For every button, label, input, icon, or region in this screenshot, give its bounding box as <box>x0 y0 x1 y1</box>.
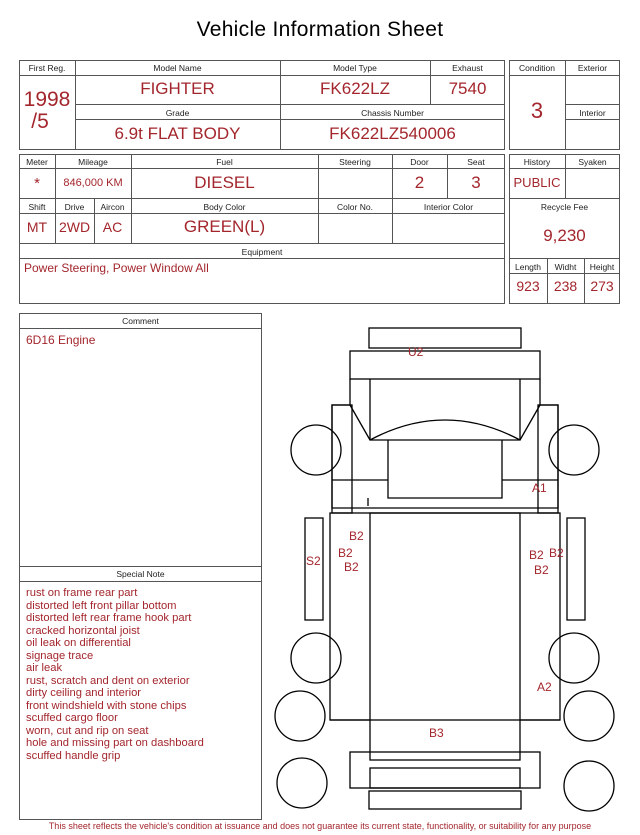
wheel-rear-right-1 <box>549 633 599 683</box>
sheet-title: Vehicle Information Sheet <box>196 18 444 41</box>
grade-label: Grade <box>165 108 190 118</box>
length-label: Length <box>515 262 541 272</box>
damage-mark-u2: U2 <box>408 345 424 359</box>
wheel-rear-right-2 <box>564 691 614 741</box>
exterior-label: Exterior <box>577 63 608 73</box>
disclaimer-footer: This sheet reflects the vehicle's condition at issuance and does not guarantee its current state, functionality, or suitability for any purpose <box>48 821 592 831</box>
shift-value: MT <box>26 219 48 235</box>
chassis-value: FK622LZ540006 <box>329 124 456 143</box>
equipment-label: Equipment <box>241 247 283 257</box>
special-note-item: front windshield with stone chips <box>26 699 187 712</box>
mileage-label: Mileage <box>78 157 108 167</box>
recycle-fee-label: Recycle Fee <box>540 202 589 212</box>
color-no-label: Color No. <box>337 202 373 212</box>
wheel-front-left <box>291 425 341 475</box>
damage-mark-b2: B2 <box>534 563 549 577</box>
aircon-label: Aircon <box>100 202 125 212</box>
wheel-rear-left-3 <box>277 758 327 808</box>
cargo-bed-frame <box>330 513 560 720</box>
body-color-label: Body Color <box>203 202 246 212</box>
special-note-item: dirty ceiling and interior <box>26 687 142 699</box>
condition-value: 3 <box>530 98 544 123</box>
mileage-value: 846,000 KM <box>63 177 123 189</box>
special-note-item: oil leak on differential <box>26 637 131 649</box>
front-bumper <box>369 328 521 348</box>
height-value: 273 <box>590 278 614 294</box>
meter-label: Meter <box>26 157 48 167</box>
seat-value: 3 <box>471 173 481 192</box>
wheel-rear-left-2 <box>275 691 325 741</box>
comment-text: 6D16 Engine <box>26 333 96 347</box>
special-note-item: rust on frame rear part <box>26 587 138 599</box>
aircon-value: AC <box>102 219 123 235</box>
door-label: Door <box>410 157 429 167</box>
special-note-item: cracked horizontal joist <box>26 624 140 637</box>
special-note-item: air leak <box>26 662 63 674</box>
interior-label: Interior <box>579 108 606 118</box>
model-name-value: FIGHTER <box>140 79 215 98</box>
width-value: 238 <box>553 278 578 294</box>
damage-mark-b2: B2 <box>338 546 353 560</box>
special-note-item: signage trace <box>26 649 94 662</box>
model-name-label: Model Name <box>153 63 202 73</box>
exhaust-label: Exhaust <box>452 63 483 73</box>
left-door <box>332 405 352 513</box>
wheel-rear-left-1 <box>291 633 341 683</box>
height-label: Height <box>589 262 615 272</box>
drive-label: Drive <box>64 202 85 212</box>
fuel-value: DIESEL <box>194 173 255 192</box>
history-label: History <box>523 157 551 167</box>
special-note-item: scuffed handle grip <box>26 749 121 762</box>
fuel-label: Fuel <box>216 157 233 167</box>
drive-value: 2WD <box>58 219 91 235</box>
cab-body <box>332 379 558 508</box>
equipment-value: Power Steering, Power Window All <box>24 261 209 275</box>
special-note-label: Special Note <box>116 569 165 579</box>
steering-label: Steering <box>339 157 371 167</box>
left-side-rail <box>305 518 323 620</box>
model-type-label: Model Type <box>333 63 377 73</box>
door-value: 2 <box>414 173 425 192</box>
special-note-item: rust, scratch and dent on exterior <box>26 674 190 687</box>
wheel-rear-right-3 <box>564 761 614 811</box>
special-note-item: distorted left front pillar bottom <box>26 599 177 612</box>
damage-mark-b3: B3 <box>429 726 444 740</box>
first-reg-year: 1998 <box>23 88 71 111</box>
chassis-label: Chassis Number <box>361 108 424 118</box>
exhaust-value: 7540 <box>448 79 487 98</box>
truck-damage-diagram <box>268 322 628 816</box>
windshield <box>370 420 520 440</box>
special-note-item: hole and missing part on dashboard <box>26 737 204 749</box>
special-note-item: distorted left rear frame hook part <box>26 612 192 624</box>
model-type-value: FK622LZ <box>320 79 390 98</box>
damage-mark-b2: B2 <box>349 529 364 543</box>
damage-mark-b2: B2 <box>344 560 359 574</box>
meter-value: * <box>34 175 40 192</box>
damage-mark-a2: A2 <box>537 680 552 694</box>
length-value: 923 <box>516 278 540 294</box>
wheel-front-right <box>549 425 599 475</box>
rear-step <box>369 791 521 809</box>
damage-mark-b2: B2 <box>529 548 544 562</box>
special-notes-list <box>26 587 204 762</box>
damage-mark-a1: A1 <box>532 481 547 495</box>
recycle-fee-value: 9,230 <box>543 226 586 245</box>
syaken-label: Syaken <box>578 157 607 167</box>
history-value: PUBLIC <box>513 175 561 190</box>
damage-mark-s2: S2 <box>306 554 321 568</box>
shift-label: Shift <box>28 202 46 212</box>
body-color-value: GREEN(L) <box>183 217 266 236</box>
special-note-item: scuffed cargo floor <box>26 712 118 724</box>
seat-label: Seat <box>467 157 485 167</box>
interior-color-label: Interior Color <box>423 202 474 212</box>
cargo-floor <box>370 513 520 760</box>
right-door <box>538 405 558 513</box>
width-label: Widht <box>554 262 577 272</box>
condition-label: Condition <box>519 63 555 73</box>
damage-mark-b2: B2 <box>549 546 564 560</box>
grade-value: 6.9t FLAT BODY <box>114 124 241 143</box>
right-side-rail <box>567 518 585 620</box>
comment-label: Comment <box>122 316 159 326</box>
first-reg-month: /5 <box>31 110 49 133</box>
first-reg-label: First Reg. <box>28 63 66 73</box>
special-note-item: worn, cut and rip on seat <box>26 724 149 737</box>
rear-bumper <box>350 752 540 788</box>
cab-roof <box>350 351 540 379</box>
